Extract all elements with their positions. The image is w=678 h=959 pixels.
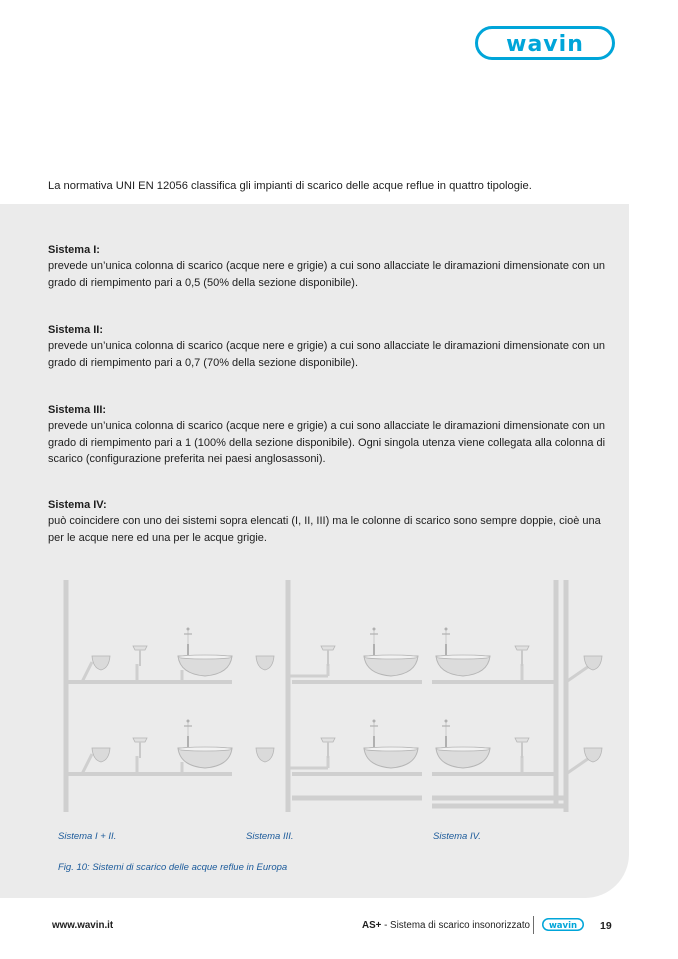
footer-doc-product: AS+ bbox=[362, 920, 382, 931]
logo-text: wavin bbox=[506, 32, 584, 57]
wavin-logo bbox=[475, 26, 615, 60]
sistema-4-text: può coincidere con uno dei sistemi sopra elencati (I, II, III) ma le colonne di scarico sono sempre doppie, cioè una per le acque nere ed una per le acque grigie. bbox=[48, 515, 601, 544]
intro-text: La normativa UNI EN 12056 classifica gli impianti di scarico delle acque reflue in quattro tipologie. bbox=[48, 180, 532, 192]
sistema-1-heading: Sistema I: bbox=[48, 244, 100, 256]
system-1-2-diagram bbox=[66, 580, 232, 812]
figure-title: Fig. 10: Sistemi di scarico delle acque reflue in Europa bbox=[58, 862, 288, 873]
sistema-2-text: prevede un’unica colonna di scarico (acque nere e grigie) a cui sono allacciate le diramazioni dimensionate con un grado di riempimento pari a 0,7 (70% della sezione disponibile). bbox=[48, 340, 606, 369]
caption-sistema-3: Sistema III. bbox=[246, 831, 294, 842]
system-3-diagram bbox=[288, 580, 422, 812]
mini-logo-text: wavin bbox=[548, 920, 578, 931]
page-number: 19 bbox=[600, 920, 612, 932]
sistema-4 bbox=[48, 497, 614, 546]
sistema-3-heading: Sistema III: bbox=[48, 404, 107, 416]
footer-doc-title bbox=[362, 920, 530, 931]
footer-url[interactable]: www.wavin.it bbox=[52, 920, 114, 931]
sistema-1-text: prevede un’unica colonna di scarico (acque nere e grigie) a cui sono allacciate le diramazioni dimensionate con un grado di riempimento pari a 0,5 (50% della sezione disponibile). bbox=[48, 260, 606, 289]
system-4-diagram bbox=[432, 580, 592, 812]
caption-sistema-4: Sistema IV. bbox=[433, 831, 481, 842]
sistema-1 bbox=[48, 242, 614, 291]
sistema-2-heading: Sistema II: bbox=[48, 324, 104, 336]
sistema-2 bbox=[48, 322, 614, 371]
footer-doc-subtitle: - Sistema di scarico insonorizzato bbox=[381, 920, 530, 931]
sistema-3 bbox=[48, 402, 614, 468]
sistema-3-text: prevede un’unica colonna di scarico (acque nere e grigie) a cui sono allacciate le diramazioni dimensionate con un grado di riempimento pari a 1 (100% della sezione disponibile). Ogni singola utenza viene collegata alla colonna di scarico (configurazione preferita nei paesi anglosassoni). bbox=[48, 420, 606, 466]
wavin-mini-logo bbox=[542, 918, 584, 931]
caption-sistema-1-2: Sistema I + II. bbox=[58, 831, 117, 842]
sistema-4-heading: Sistema IV: bbox=[48, 499, 107, 511]
drainage-systems-illustration bbox=[52, 572, 612, 816]
footer-divider bbox=[533, 916, 534, 934]
